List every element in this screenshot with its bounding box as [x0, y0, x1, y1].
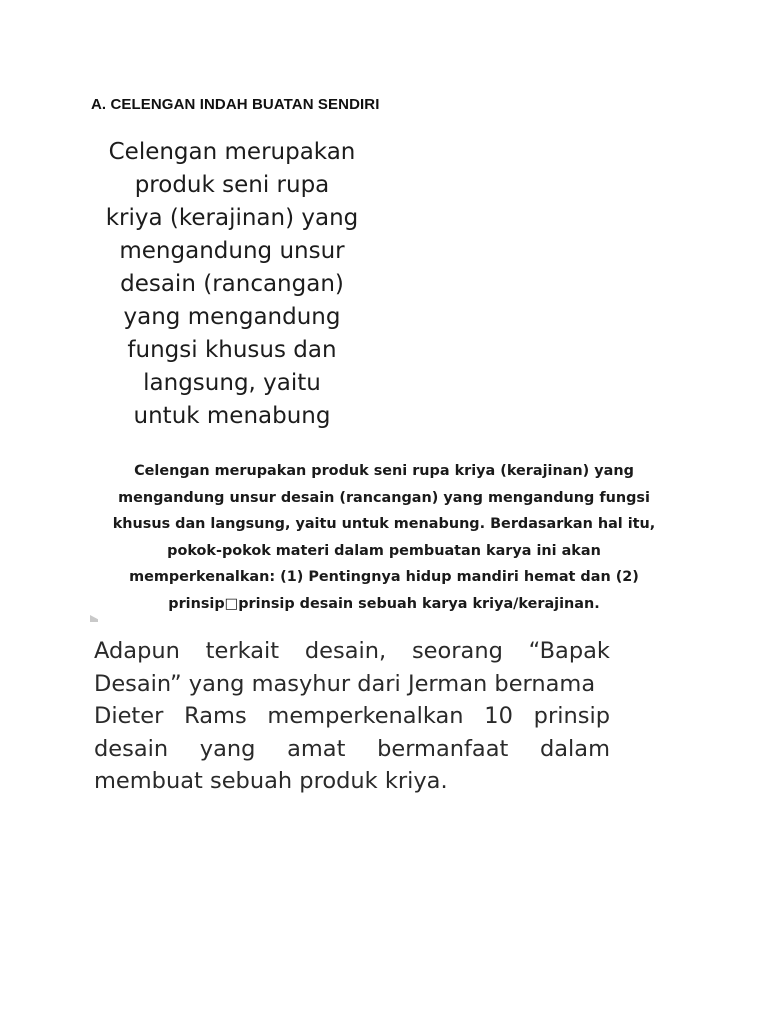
- text-line: produk seni rupa: [134, 172, 330, 198]
- text-line: [94, 733, 610, 766]
- word: terkait: [205, 638, 280, 664]
- section-heading: A. CELENGAN INDAH BUATAN SENDIRI: [91, 96, 380, 113]
- word: Adapun: [94, 638, 180, 664]
- word: “Bapak: [528, 638, 610, 664]
- text-line: desain (rancangan): [120, 271, 344, 297]
- text-line: mengandung unsur desain (rancangan) yang mengandung fungsi: [118, 489, 650, 506]
- bold-summary-paragraph: [95, 458, 673, 617]
- word: 10: [484, 703, 513, 729]
- word: desain: [94, 735, 169, 762]
- text-line: Celengan merupakan produk seni rupa kriya (kerajinan) yang: [134, 463, 634, 479]
- text-line: [94, 635, 610, 668]
- text-line: [94, 700, 610, 733]
- design-principles-paragraph: [94, 635, 610, 798]
- word: Dieter: [94, 703, 164, 729]
- word: desain,: [304, 638, 387, 664]
- text-line: mengandung unsur: [119, 238, 345, 264]
- text-line: langsung, yaitu: [143, 370, 321, 396]
- text-line: Celengan merupakan: [108, 139, 356, 165]
- word: amat: [287, 735, 346, 762]
- text-line: yang mengandung: [123, 304, 341, 330]
- text-line: khusus dan langsung, yaitu untuk menabung. Berdasarkan hal itu,: [112, 516, 656, 532]
- word: dalam: [539, 735, 610, 762]
- text-line: fungsi khusus dan: [127, 337, 337, 363]
- text-line: kriya (kerajinan) yang: [105, 205, 359, 231]
- word: bermanfaat: [377, 735, 509, 762]
- text-line: [94, 668, 610, 701]
- text-line: untuk menabung: [133, 403, 331, 429]
- word: yang: [199, 735, 256, 762]
- line-text: membuat sebuah produk kriya.: [94, 768, 448, 794]
- word: memperkenalkan: [267, 703, 464, 729]
- text-line: [94, 765, 610, 798]
- word: prinsip: [533, 703, 610, 729]
- word: Rams: [184, 703, 247, 729]
- intro-centered-text: [80, 136, 384, 433]
- text-line: memperkenalkan: (1) Pentingnya hidup mandiri hemat dan (2): [129, 569, 639, 585]
- line-text: Desain” yang masyhur dari Jerman bernama: [94, 670, 596, 697]
- word: seorang: [411, 638, 503, 664]
- text-line: pokok-pokok materi dalam pembuatan karya ini akan: [167, 542, 601, 559]
- text-line: prinsip□prinsip desain sebuah karya kriya/kerajinan.: [168, 595, 600, 612]
